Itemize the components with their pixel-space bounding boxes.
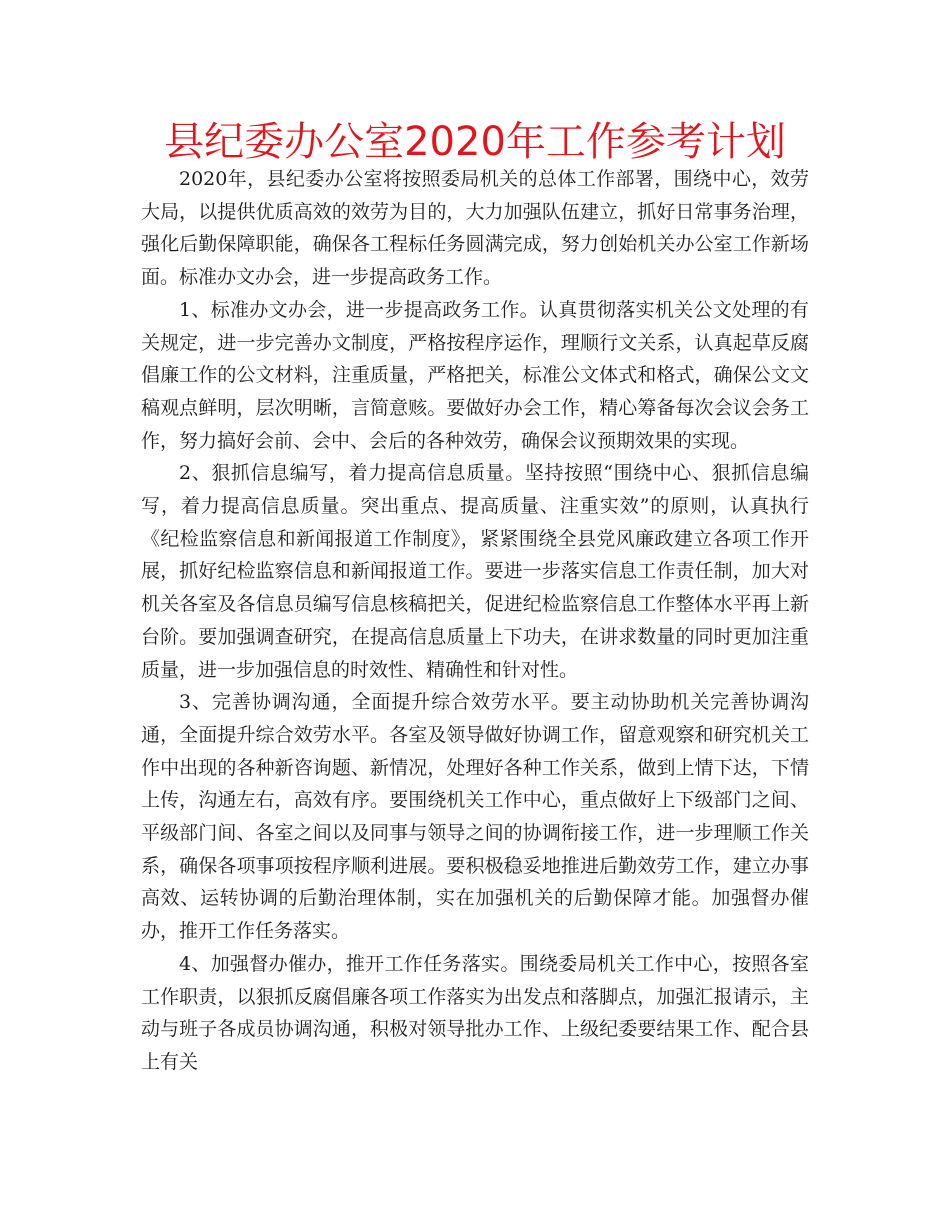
intro-paragraph: 2020年，县纪委办公室将按照委局机关的总体工作部署，围绕中心，效劳大局，以提供优质高效的效劳为目的，大力加强队伍建立，抓好日常事务治理，强化后勤保障职能，确保各工程标任务圆满完成，努力创始机关办公室工作新场面。标准办文办会，进一步提高政务工作。 xyxy=(141,168,809,289)
section-3-paragraph: 3、完善协调沟通，全面提升综合效劳水平。要主动协助机关完善协调沟通，全面提升综合效劳水平。各室及领导做好协调工作，留意观察和研究机关工作中出现的各种新咨询题、新情况，处理好各种工作关系，做到上情下达，下情上传，沟通左右，高效有序。要围绕机关工作中心，重点做好上下级部门之间、平级部门间、各室之间以及同事与领导之间的协调衔接工作，进一步理顺工作关系，确保各项事项按程序顺利进展。要积极稳妥地推进后勤效劳工作，建立办事高效、运转协调的后勤治理体制，实在加强机关的后勤保障才能。加强督办催办，推开工作任务落实。 xyxy=(141,691,809,943)
document-body xyxy=(141,163,809,1079)
section-2-paragraph: 2、狠抓信息编写，着力提高信息质量。坚持按照“围绕中心、狠抓信息编写，着力提高信息质量。突出重点、提高质量、注重实效”的原则，认真执行《纪检监察信息和新闻报道工作制度》，紧紧围绕全县党风廉政建立各项工作开展，抓好纪检监察信息和新闻报道工作。要进一步落实信息工作责任制，加大对机关各室及各信息员编写信息核稿把关，促进纪检监察信息工作整体水平再上新台阶。要加强调查研究，在提高信息质量上下功夫，在讲求数量的同时更加注重质量，进一步加强信息的时效性、精确性和针对性。 xyxy=(141,462,809,681)
section-1-paragraph: 1、标准办文办会，进一步提高政务工作。认真贯彻落实机关公文处理的有关规定，进一步完善办文制度，严格按程序运作，理顺行文关系，认真起草反腐倡廉工作的公文材料，注重质量，严格把关，标准公文体式和格式，确保公文文稿观点鲜明，层次明晰，言简意赅。要做好办会工作，精心筹备每次会议会务工作，努力搞好会前、会中、会后的各种效劳，确保会议预期效果的实现。 xyxy=(141,298,809,452)
section-4-paragraph: 4、加强督办催办，推开工作任务落实。围绕委局机关工作中心，按照各室工作职责，以狠抓反腐倡廉各项工作落实为出发点和落脚点，加强汇报请示，主动与班子各成员协调沟通，积极对领导批办工作、上级纪委要结果工作、配合县上有关 xyxy=(141,952,809,1073)
document-title: 县纪委办公室2020年工作参考计划 xyxy=(164,119,786,165)
